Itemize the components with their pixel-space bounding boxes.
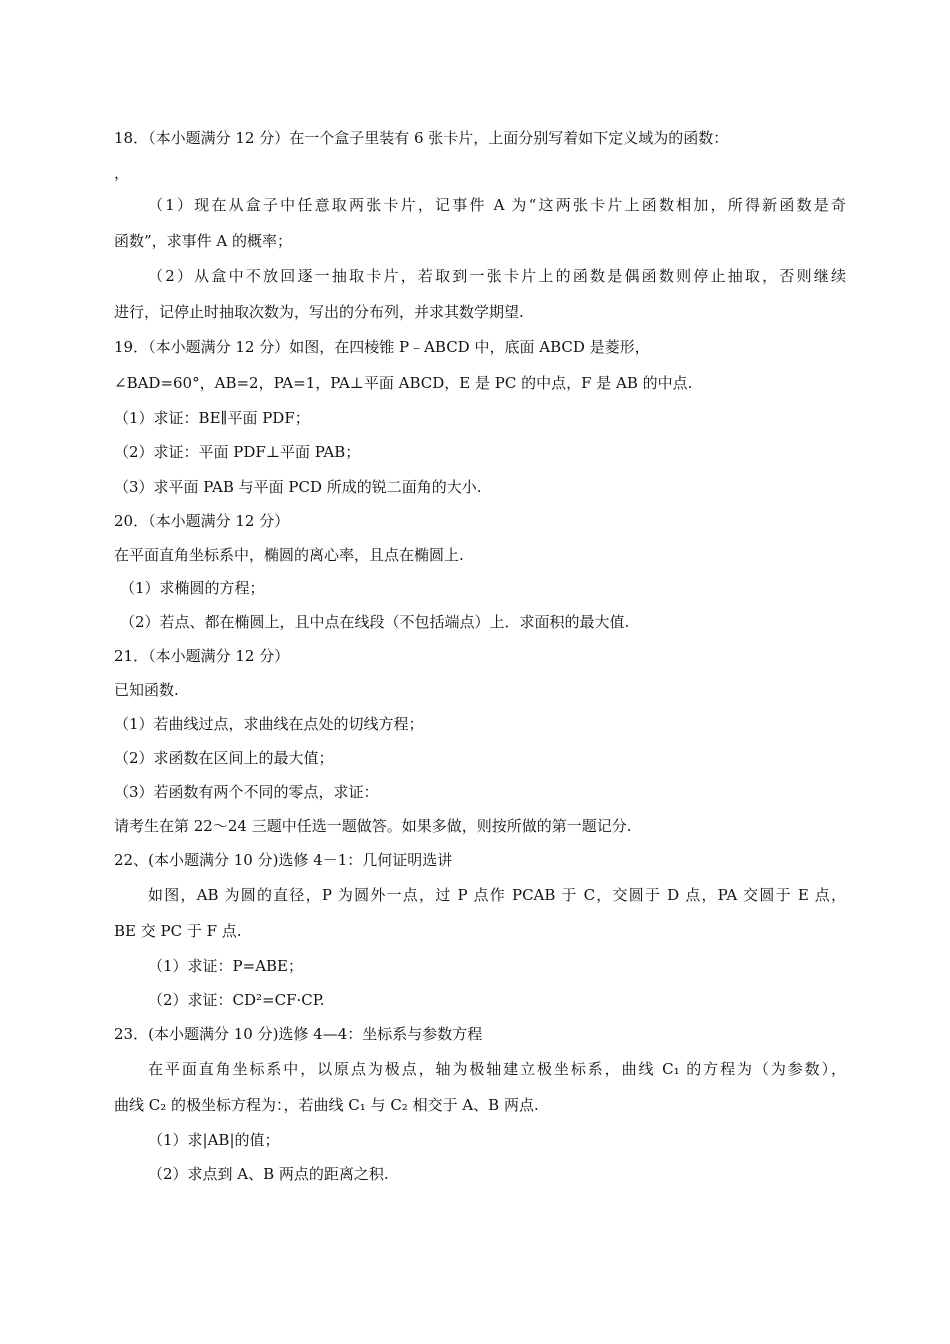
q19-part3: （3）求平面 PAB 与平面 PCD 所成的锐二面角的大小. xyxy=(114,478,482,496)
q20-heading: 20．（本小题满分 12 分） xyxy=(114,512,290,530)
q18-functions-line: ， xyxy=(114,164,130,182)
q21-heading: 21．（本小题满分 12 分） xyxy=(114,647,290,665)
q20-part2: （2）若点、都在椭圆上，且中点在线段（不包括端点）上．求面积的最大值. xyxy=(120,613,630,631)
q18-part1-line2: 函数”，求事件 A 的概率； xyxy=(114,232,293,250)
q21-stem: 已知函数. xyxy=(114,681,179,699)
q21-part3: （3）若函数有两个不同的零点，求证： xyxy=(114,783,379,801)
q23-heading: 23．(本小题满分 10 分)选修 4—4：坐标系与参数方程 xyxy=(114,1025,483,1043)
q23-stem-line2: 曲线 C₂ 的极坐标方程为：，若曲线 C₁ 与 C₂ 相交于 A、B 两点. xyxy=(114,1096,539,1114)
q19-part2: （2）求证：平面 PDF⊥平面 PAB； xyxy=(114,443,361,461)
q22-stem-line1: 如图，AB 为圆的直径，P 为圆外一点，过 P 点作 PCAB 于 C，交圆于 D 点，PA 交圆于 E 点， xyxy=(148,886,846,904)
q19-heading: 19．（本小题满分 12 分）如图，在四棱锥 P﹣ABCD 中，底面 ABCD 是菱形， xyxy=(114,338,650,356)
q23-stem-line1: 在平面直角坐标系中，以原点为极点，轴为极轴建立极坐标系，曲线 C₁ 的方程为（为参数）， xyxy=(148,1060,846,1078)
q23-part1: （1）求|AB|的值； xyxy=(148,1131,280,1149)
q18-heading: 18．（本小题满分 12 分）在一个盒子里装有 6 张卡片，上面分别写着如下定义域为的函数： xyxy=(114,129,729,147)
q20-stem: 在平面直角坐标系中，椭圆的离心率，且点在椭圆上. xyxy=(114,546,464,564)
q23-part2: （2）求点到 A、B 两点的距离之积. xyxy=(148,1165,389,1183)
q22-part1: （1）求证：P=ABE； xyxy=(148,957,304,975)
choice-instruction: 请考生在第 22～24 三题中任选一题做答。如果多做，则按所做的第一题记分. xyxy=(114,817,632,835)
q21-part1: （1）若曲线过点，求曲线在点处的切线方程； xyxy=(114,715,424,733)
q22-stem-line2: BE 交 PC 于 F 点. xyxy=(114,922,242,940)
q21-part2: （2）求函数在区间上的最大值； xyxy=(114,749,334,767)
q19-part1: （1）求证：BE∥平面 PDF； xyxy=(114,409,310,427)
q18-part1-line1: （1）现在从盒子中任意取两张卡片，记事件 A 为“这两张卡片上函数相加，所得新函数是奇 xyxy=(148,196,846,214)
q22-part2: （2）求证：CD²=CF·CP. xyxy=(148,991,325,1009)
q18-part2-line2: 进行，记停止时抽取次数为，写出的分布列，并求其数学期望. xyxy=(114,303,524,321)
q20-part1: （1）求椭圆的方程； xyxy=(120,579,265,597)
q18-part2-line1: （2）从盒中不放回逐一抽取卡片，若取到一张卡片上的函数是偶函数则停止抽取，否则继续 xyxy=(148,267,846,285)
q19-conditions: ∠BAD=60°，AB=2，PA=1，PA⊥平面 ABCD，E 是 PC 的中点，F 是 AB 的中点. xyxy=(114,374,693,392)
q22-heading: 22、(本小题满分 10 分)选修 4－1：几何证明选讲 xyxy=(114,851,453,869)
